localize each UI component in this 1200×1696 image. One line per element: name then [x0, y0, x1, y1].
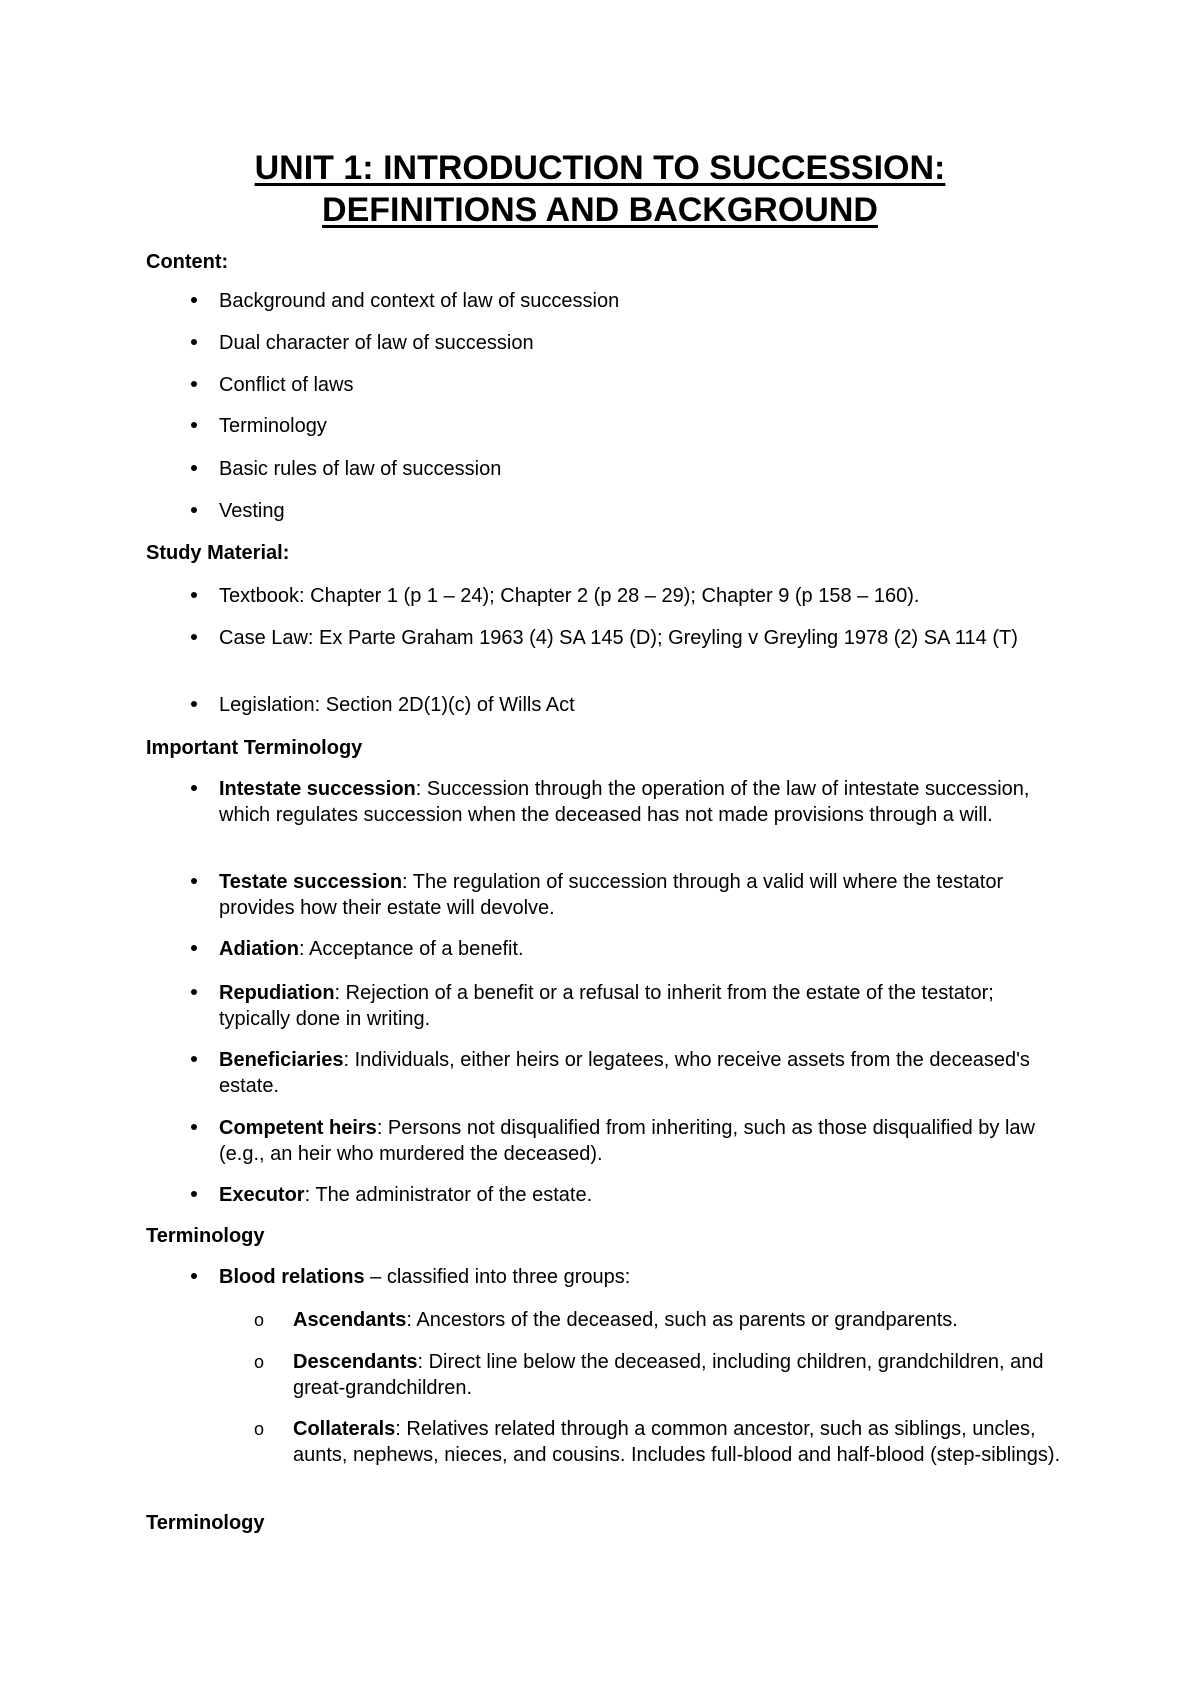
list-item: Blood relations – classified into three groups:	[219, 1264, 1069, 1290]
list-item: Beneficiaries: Individuals, either heirs or legatees, who receive assets from the deceased's estate.	[219, 1047, 1069, 1099]
sub-bullet-icon: o	[254, 1419, 265, 1439]
bullet-icon	[186, 456, 202, 482]
sub-list-item: o Ascendants: Ancestors of the deceased, such as parents or grandparents.	[254, 1309, 958, 1331]
title-line-1: UNIT 1: INTRODUCTION TO SUCCESSION:	[254, 149, 946, 187]
bullet-icon	[186, 372, 202, 398]
list-item: Testate succession: The regulation of succession through a valid will where the testator provides how their estate will devolve.	[219, 869, 1069, 921]
bullet-icon	[186, 869, 202, 895]
list-item: Executor: The administrator of the estate.	[219, 1182, 1069, 1208]
study-material-heading: Study Material:	[146, 542, 290, 564]
bullet-icon	[186, 980, 202, 1006]
content-heading: Content:	[146, 251, 229, 273]
list-item: Adiation: Acceptance of a benefit.	[219, 936, 1069, 962]
bullet-icon	[186, 1182, 202, 1208]
list-item: Vesting	[219, 498, 1069, 524]
title-line-2: DEFINITIONS AND BACKGROUND	[322, 191, 878, 229]
important-terminology-heading: Important Terminology	[146, 737, 363, 759]
bullet-icon	[186, 288, 202, 314]
list-item: Case Law: Ex Parte Graham 1963 (4) SA 145 (D); Greyling v Greyling 1978 (2) SA 114 (T)	[219, 625, 1069, 651]
list-item: Dual character of law of succession	[219, 330, 1069, 356]
bullet-icon	[186, 583, 202, 609]
list-item: Conflict of laws	[219, 372, 1069, 398]
terminology-heading: Terminology	[146, 1225, 265, 1247]
bullet-icon	[186, 625, 202, 651]
list-item: Competent heirs: Persons not disqualified from inheriting, such as those disqualified by law (e.g., an heir who murdered the deceased).	[219, 1115, 1069, 1167]
bullet-icon	[186, 1047, 202, 1073]
sub-list-item: o Descendants: Direct line below the deceased, including children, grandchildren, and great-grandchildren.	[254, 1351, 1044, 1399]
sub-bullet-icon: o	[254, 1310, 265, 1330]
list-item: Background and context of law of succession	[219, 288, 1069, 314]
bullet-icon	[186, 1115, 202, 1141]
sub-list-item: o Collaterals: Relatives related through a common ancestor, such as siblings, uncles, aunts, nephews, nieces, and cousins. Includes full-blood and half-blood (step-siblings).	[254, 1418, 1061, 1466]
bullet-icon	[186, 413, 202, 439]
list-item: Intestate succession: Succession through the operation of the law of intestate succession, which regulates succession when the deceased has not made provisions through a will.	[219, 776, 1069, 828]
bullet-icon	[186, 498, 202, 524]
bullet-icon	[186, 692, 202, 718]
list-item: Basic rules of law of succession	[219, 456, 1069, 482]
bullet-icon	[186, 1264, 202, 1290]
list-item: Legislation: Section 2D(1)(c) of Wills Act	[219, 692, 1069, 718]
bullet-icon	[186, 330, 202, 356]
list-item: Textbook: Chapter 1 (p 1 – 24); Chapter 2 (p 28 – 29); Chapter 9 (p 158 – 160).	[219, 583, 1069, 609]
list-item: Repudiation: Rejection of a benefit or a refusal to inherit from the estate of the testator; typically done in writing.	[219, 980, 1069, 1032]
list-item: Terminology	[219, 413, 1069, 439]
terminology-heading-2: Terminology	[146, 1512, 265, 1534]
sub-bullet-icon: o	[254, 1352, 265, 1372]
bullet-icon	[186, 776, 202, 802]
bullet-icon	[186, 936, 202, 962]
